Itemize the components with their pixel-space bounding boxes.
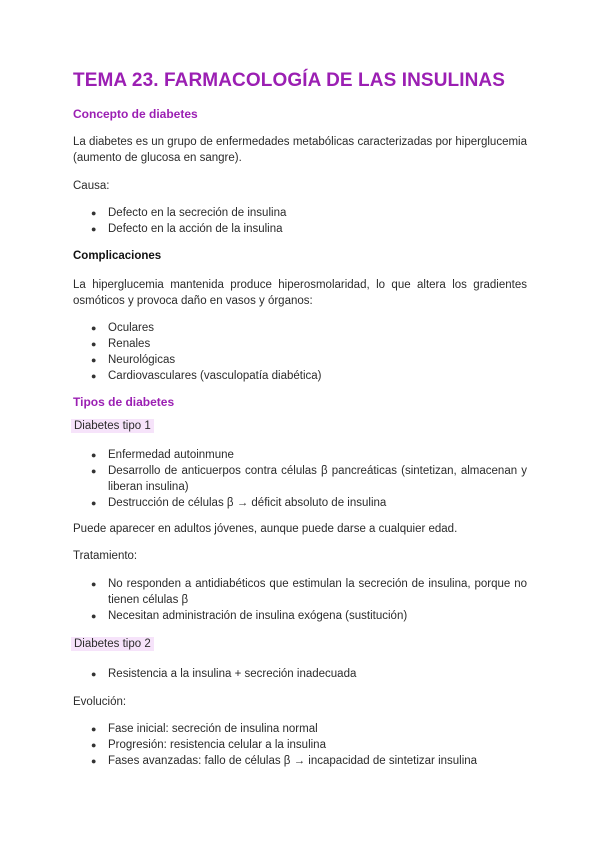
list-item: ● Enfermedad autoinmune bbox=[91, 449, 234, 461]
bullet-icon: ● bbox=[91, 224, 97, 234]
bullet-icon: ● bbox=[91, 611, 97, 621]
list-item: ● Desarrollo de anticuerpos contra células β pancreáticas (sintetizan, almacenan y liberan insulina) bbox=[91, 465, 527, 493]
bullet-icon: ● bbox=[91, 323, 97, 333]
bullet-icon: ● bbox=[91, 579, 97, 589]
list-item: ● No responden a antidiabéticos que estimulan la secreción de insulina, porque no tienen células β bbox=[91, 578, 527, 606]
list-item: ● Neurológicas bbox=[91, 354, 176, 366]
list-tratamiento bbox=[73, 576, 527, 624]
list-complicaciones bbox=[73, 320, 527, 384]
note-tipo1: Puede aparecer en adultos jóvenes, aunque puede darse a cualquier edad. bbox=[73, 523, 458, 535]
bullet-icon: ● bbox=[91, 371, 97, 381]
list-item: ● Necesitan administración de insulina exógena (sustitución) bbox=[91, 610, 408, 622]
bullet-icon: ● bbox=[91, 498, 97, 508]
bullet-icon: ● bbox=[91, 339, 97, 349]
list-evolucion bbox=[73, 721, 527, 769]
list-item: ● Resistencia a la insulina + secreción inadecuada bbox=[91, 668, 357, 680]
list-causa bbox=[73, 205, 527, 237]
bullet-icon: ● bbox=[91, 208, 97, 218]
list-item: ● Renales bbox=[91, 338, 151, 350]
heading-tipos: Tipos de diabetes bbox=[73, 395, 175, 409]
bullet-icon: ● bbox=[91, 669, 97, 679]
list-item: ● Fase inicial: secreción de insulina normal bbox=[91, 723, 318, 735]
page-title: TEMA 23. FARMACOLOGÍA DE LAS INSULINAS bbox=[73, 70, 506, 91]
paragraph-complicaciones: La hiperglucemia mantenida produce hiperosmolaridad, lo que altera los gradientes osmóticos y provoca daño en vasos y órganos: bbox=[73, 279, 527, 307]
heading-concepto: Concepto de diabetes bbox=[73, 107, 198, 121]
list-tipo2 bbox=[73, 666, 527, 682]
bullet-icon: ● bbox=[91, 740, 97, 750]
list-tipo1 bbox=[73, 447, 527, 511]
heading-complicaciones: Complicaciones bbox=[73, 250, 162, 262]
bullet-icon: ● bbox=[91, 355, 97, 365]
bullet-icon: ● bbox=[91, 466, 97, 476]
bullet-icon: ● bbox=[91, 756, 97, 766]
label-causa: Causa: bbox=[73, 180, 110, 192]
subheading-tipo2: Diabetes tipo 2 bbox=[71, 637, 154, 651]
bullet-icon: ● bbox=[91, 450, 97, 460]
list-item: ● Defecto en la acción de la insulina bbox=[91, 223, 283, 235]
list-item: ● Oculares bbox=[91, 322, 155, 334]
list-item: ● Cardiovasculares (vasculopatía diabética) bbox=[91, 370, 322, 382]
list-item: ● Defecto en la secreción de insulina bbox=[91, 207, 287, 219]
bullet-icon: ● bbox=[91, 724, 97, 734]
list-item: ● Destrucción de células β → déficit absoluto de insulina bbox=[91, 497, 387, 509]
list-item: ● Fases avanzadas: fallo de células β → incapacidad de sintetizar insulina bbox=[91, 755, 478, 767]
label-tratamiento: Tratamiento: bbox=[73, 550, 138, 562]
subheading-tipo1: Diabetes tipo 1 bbox=[71, 419, 154, 433]
label-evolucion: Evolución: bbox=[73, 696, 127, 708]
list-item: ● Progresión: resistencia celular a la insulina bbox=[91, 739, 326, 751]
paragraph-concepto: La diabetes es un grupo de enfermedades metabólicas caracterizadas por hiperglucemia (aumento de glucosa en sangre). bbox=[73, 136, 527, 164]
